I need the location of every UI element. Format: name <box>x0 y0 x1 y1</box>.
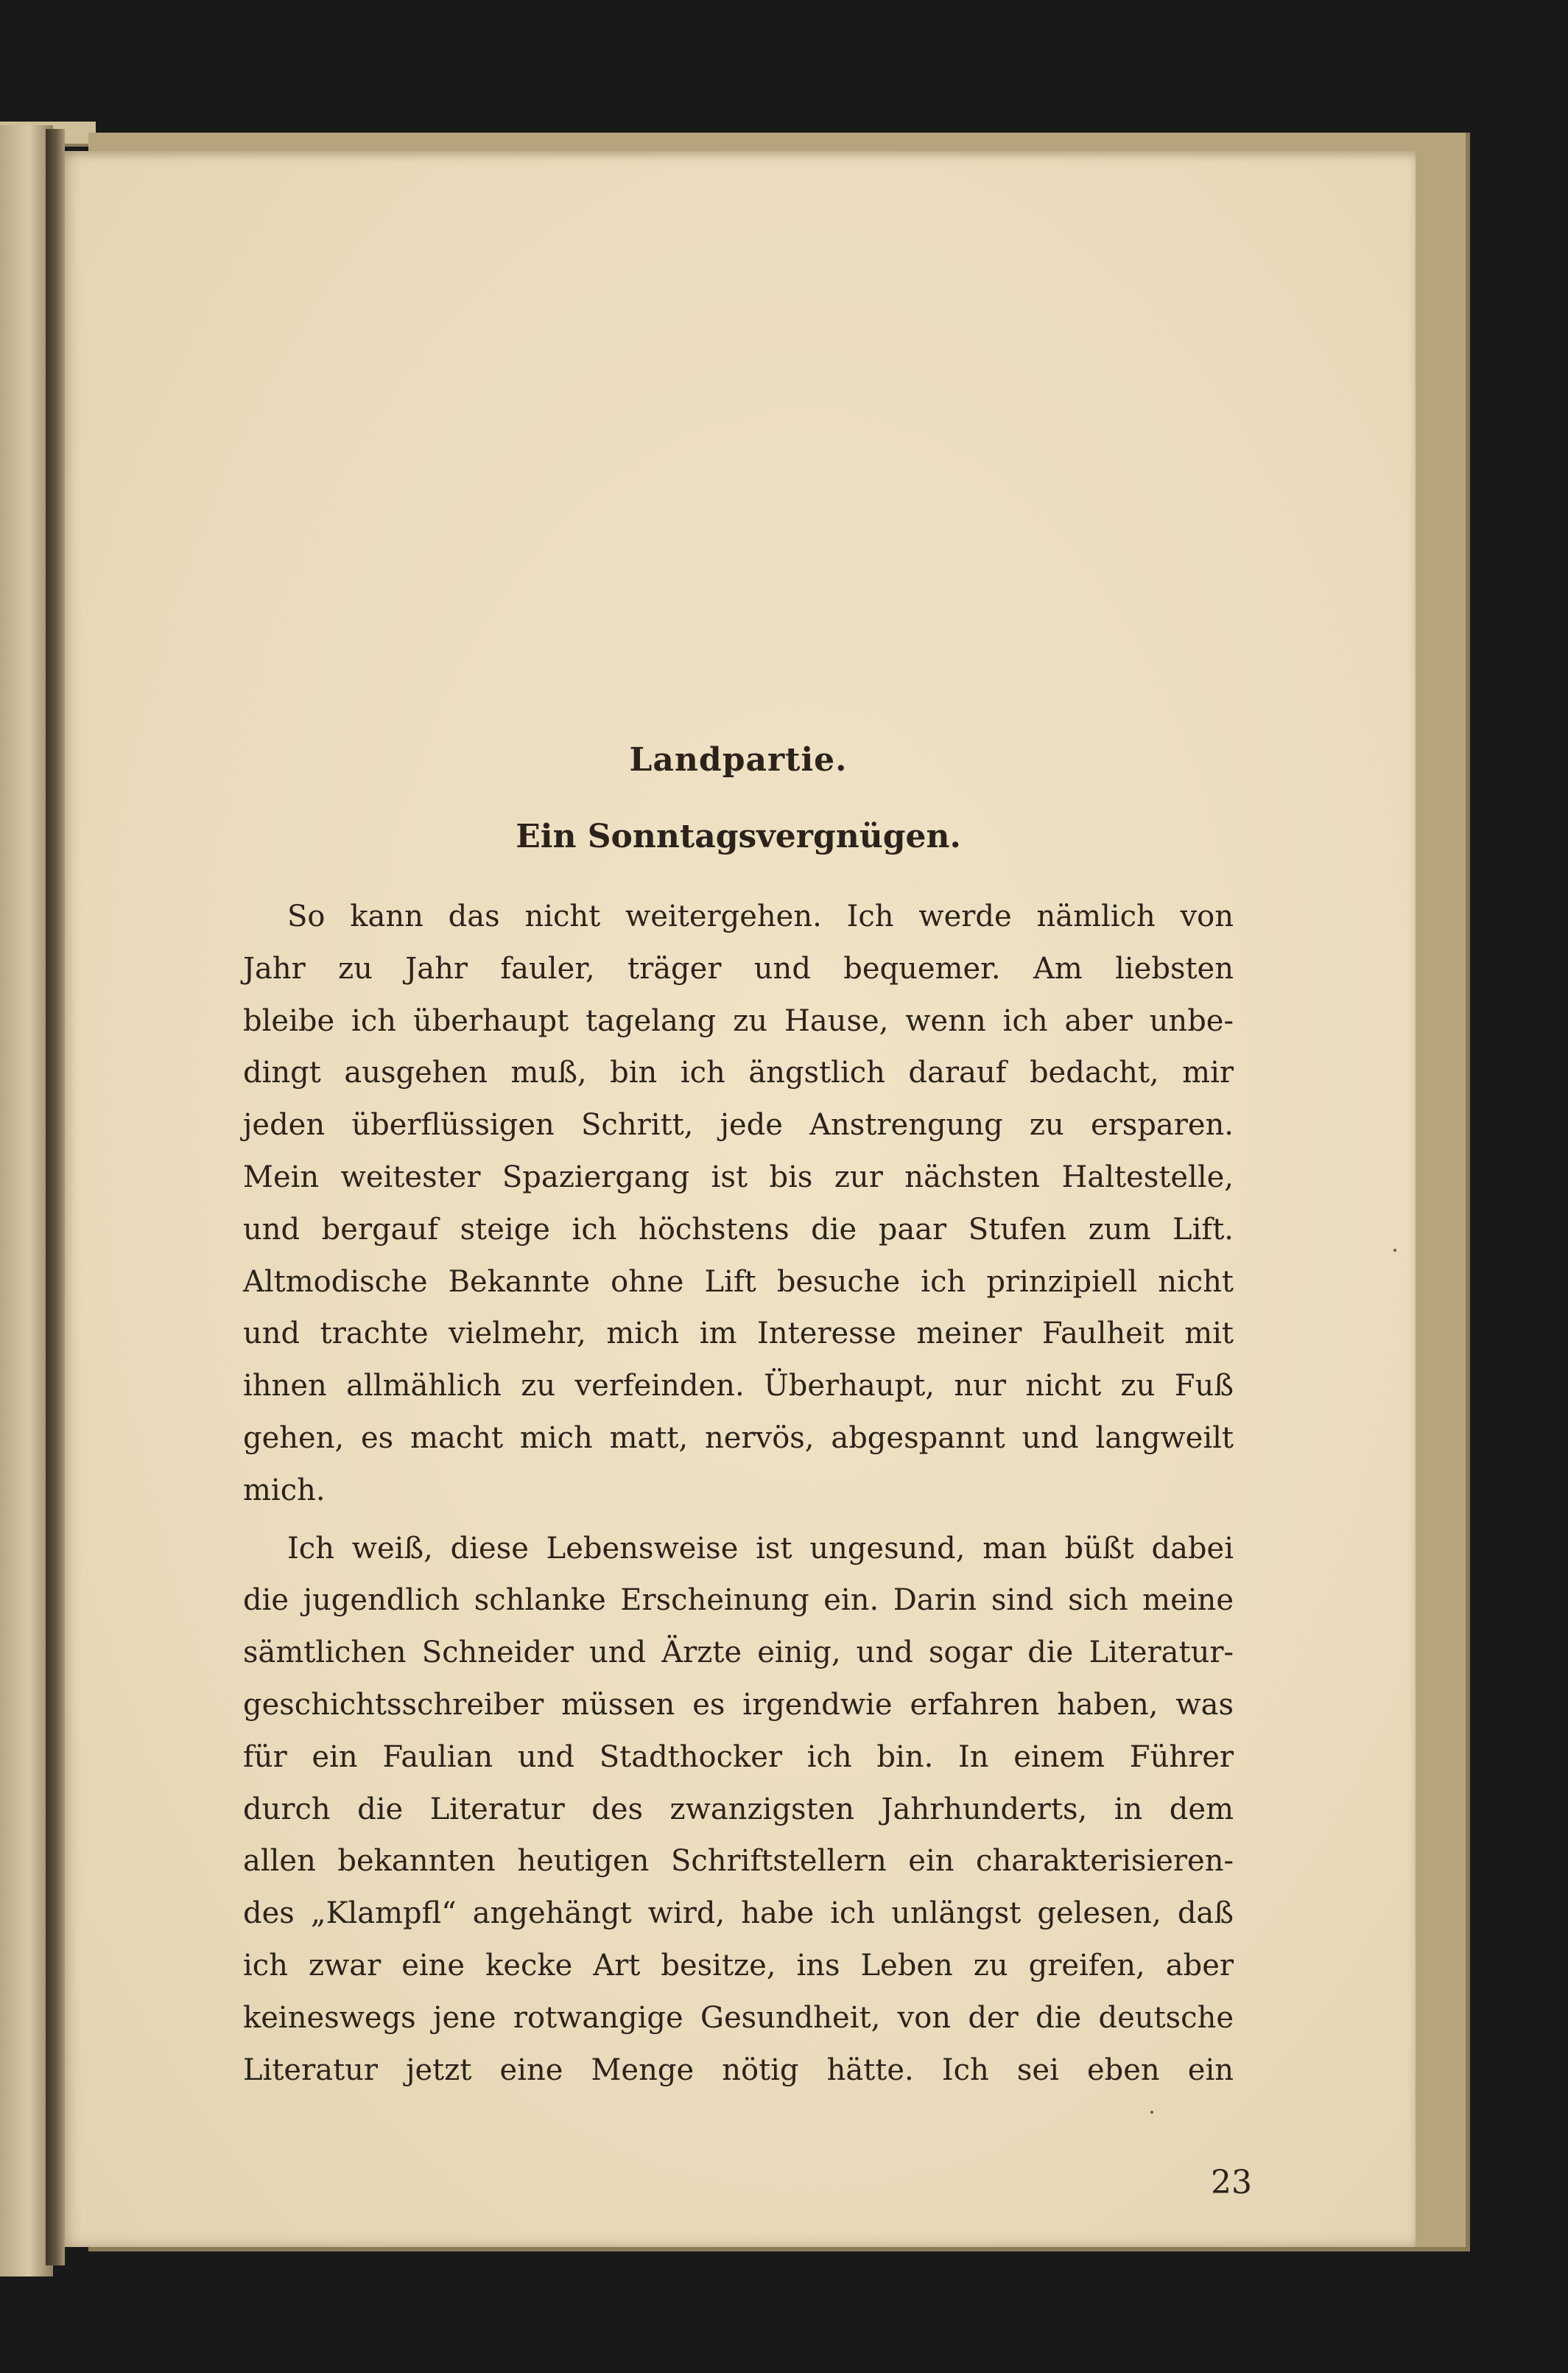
text-line: keineswegs jene rotwangige Gesundheit, von der die deutsche <box>243 2000 1234 2035</box>
chapter-subtitle: Ein Sonntagsvergnügen. <box>516 818 961 855</box>
text-line: sämtlichen Schneider und Ärzte einig, und sogar die Literatur- <box>243 1636 1234 1670</box>
text-line: dingt ausgehen muß, bin ich ängstlich darauf bedacht, mir <box>243 1056 1234 1090</box>
paragraph-2 <box>243 1523 1234 2097</box>
paragraph-1 <box>243 891 1234 1517</box>
book-page <box>60 151 1416 2247</box>
text-line: jeden überflüssigen Schritt, jede Anstrengung zu ersparen. <box>243 1108 1234 1143</box>
text-line: Ich weiß, diese Lebensweise ist ungesund, man büßt dabei <box>287 1531 1234 1566</box>
text-line: geschichtsschreiber müssen es irgendwie erfahren haben, was <box>243 1687 1234 1722</box>
text-line: gehen, es macht mich matt, nervös, abgespannt und langweilt <box>243 1420 1234 1455</box>
text-line: mich. <box>243 1473 326 1507</box>
text-line: und trachte vielmehr, mich im Interesse meiner Faulheit mit <box>243 1317 1234 1351</box>
text-line: ich zwar eine kecke Art besitze, ins Leben zu greifen, aber <box>243 1948 1234 1983</box>
text-line: ihnen allmählich zu verfeinden. Überhaupt, nur nicht zu Fuß <box>243 1369 1234 1403</box>
paper-speck <box>1393 1249 1396 1252</box>
text-line: Altmodische Bekannte ohne Lift besuche ich prinzipiell nicht <box>243 1264 1234 1299</box>
text-line: des „Klampfl“ angehängt wird, habe ich unlängst gelesen, daß <box>243 1896 1234 1931</box>
page-number: 23 <box>1211 2164 1252 2201</box>
paper-speck <box>1150 2111 1153 2114</box>
binding-gutter <box>46 129 65 2265</box>
page-text <box>243 733 1234 2096</box>
text-line: Literatur jetzt eine Menge nötig hätte. Ich sei eben ein <box>243 2053 1234 2087</box>
chapter-title: Landpartie. <box>629 741 848 779</box>
text-line: Jahr zu Jahr fauler, träger und bequemer. Am liebsten <box>243 951 1234 986</box>
text-line: bleibe ich überhaupt tagelang zu Hause, wenn ich aber unbe- <box>243 1003 1234 1038</box>
text-line: So kann das nicht weitergehen. Ich werde nämlich von <box>287 900 1234 933</box>
text-line: durch die Literatur des zwanzigsten Jahrhunderts, in dem <box>243 1792 1234 1826</box>
text-line: Mein weitester Spaziergang ist bis zur nächsten Haltestelle, <box>243 1160 1234 1194</box>
text-line: allen bekannten heutigen Schriftstellern ein charakterisieren- <box>243 1844 1234 1879</box>
text-line: die jugendlich schlanke Erscheinung ein. Darin sind sich meine <box>243 1583 1234 1618</box>
text-line: und bergauf steige ich höchstens die paar Stufen zum Lift. <box>243 1212 1234 1247</box>
text-line: für ein Faulian und Stadthocker ich bin. In einem Führer <box>243 1739 1234 1774</box>
